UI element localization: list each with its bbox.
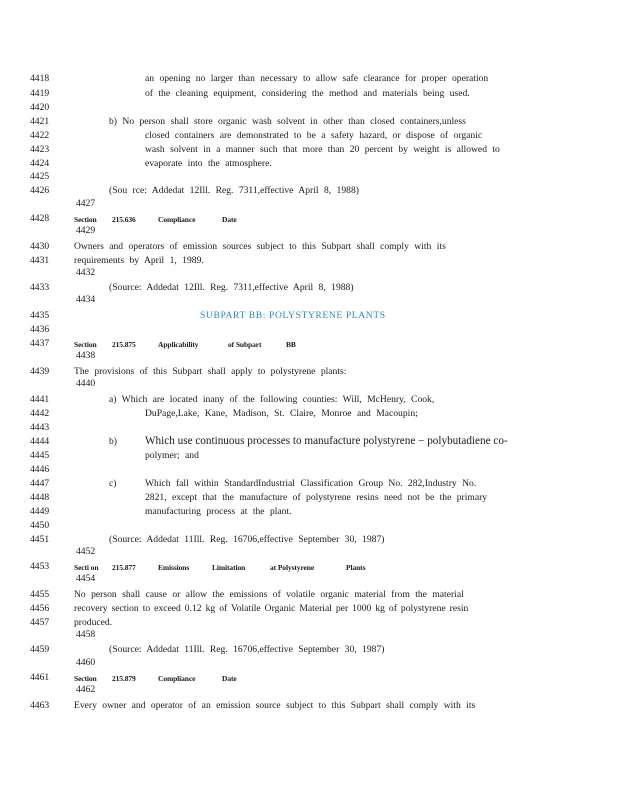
line-text: closed containers are demonstrated to be a safety hazard, or dispose of organic (145, 130, 483, 141)
heading-part: Section (74, 340, 97, 349)
line-text: recovery section to exceed 0.12 kg of Volatile Organic Material per 1000 kg of polystyrene resin (74, 603, 469, 614)
text-line (0, 365, 618, 379)
line-number: 4425 (30, 171, 50, 182)
sub-line-number: 4429 (76, 225, 96, 236)
line-number: 4450 (30, 520, 50, 531)
line-number: 4446 (30, 464, 50, 475)
text-line (0, 101, 618, 115)
line-number: 4419 (30, 88, 50, 99)
source-note: (Source: Addedat 12Ill. Reg. 7311,effective April 8, 1988) (109, 282, 354, 293)
line-number: 4457 (30, 617, 50, 628)
text-line (0, 533, 618, 547)
text-line (0, 309, 618, 323)
text-line (0, 560, 618, 574)
line-number: 4455 (30, 589, 50, 600)
line-number: 4448 (30, 492, 50, 503)
line-text: requirements by April 1, 1989. (74, 255, 204, 266)
line-text: manufacturing process at the plant. (145, 506, 292, 517)
line-number: 4431 (30, 255, 50, 266)
text-line (0, 588, 618, 602)
text-line (0, 477, 618, 491)
line-number: 4459 (30, 644, 50, 655)
line-text: No person shall cause or allow the emissions of volatile organic material from the material (74, 589, 464, 600)
text-line (0, 435, 618, 449)
heading-part: Date (222, 674, 237, 683)
heading-part: Section (74, 674, 97, 683)
line-number: 4433 (30, 282, 50, 293)
line-text: 2821, except that the manufacture of polystyrene resins need not be the primary (145, 492, 488, 503)
line-text: DuPage,Lake, Kane, Madison, St. Claire, Monroe and Macoupin; (145, 408, 418, 419)
line-number: 4418 (30, 73, 50, 84)
line-text: b) No person shall store organic wash solvent in other than closed containers,unless (109, 116, 466, 127)
heading-part: 215.875 (112, 340, 136, 349)
text-line (0, 449, 618, 463)
line-number: 4421 (30, 116, 50, 127)
heading-part: Compliance (158, 674, 196, 683)
text-line (0, 170, 618, 184)
text-line (0, 72, 618, 86)
heading-part: Secti on (74, 563, 99, 572)
text-line (0, 393, 618, 407)
heading-part: Applicability (158, 340, 199, 349)
sub-line-number: 4440 (76, 378, 96, 389)
line-number: 4426 (30, 185, 50, 196)
text-line (0, 115, 618, 129)
line-number: 4443 (30, 422, 50, 433)
line-text: a) Which are located inany of the following counties: Will, McHenry, Cook, (109, 394, 435, 405)
text-line (0, 87, 618, 101)
sub-line-number: 4462 (76, 684, 96, 695)
text-line (0, 337, 618, 351)
text-line (0, 212, 618, 226)
text-line (0, 157, 618, 171)
sub-line-number: 4438 (76, 350, 96, 361)
line-text: of the cleaning equipment, considering the method and materials being used. (145, 88, 470, 99)
line-text: The provisions of this Subpart shall apply to polystyrene plants: (74, 366, 347, 377)
line-number: 4442 (30, 408, 50, 419)
text-line (0, 505, 618, 519)
heading-part: 215.879 (112, 674, 136, 683)
line-number: 4456 (30, 603, 50, 614)
subpart-title: SUBPART BB: POLYSTYRENE PLANTS (200, 310, 386, 321)
line-number: 4441 (30, 394, 50, 405)
line-number: 4436 (30, 324, 50, 335)
text-line (0, 281, 618, 295)
text-line (0, 519, 618, 533)
text-line (0, 184, 618, 198)
line-number: 4428 (30, 213, 50, 224)
line-number: 4424 (30, 158, 50, 169)
line-number: 4453 (30, 561, 50, 572)
heading-part: Limitation (212, 563, 246, 572)
text-line (0, 643, 618, 657)
heading-part: 215.636 (112, 215, 136, 224)
line-number: 4449 (30, 506, 50, 517)
line-number: 4423 (30, 144, 50, 155)
line-number: 4422 (30, 130, 50, 141)
heading-part: Plants (346, 563, 366, 572)
heading-part: Compliance (158, 215, 196, 224)
text-line (0, 616, 618, 630)
text-line (0, 407, 618, 421)
heading-part: Date (222, 215, 237, 224)
line-text: Which use continuous processes to manufacture polystyrene − polybutadiene co- (145, 435, 508, 447)
line-number: 4420 (30, 102, 50, 113)
source-note: (Source: Addedat 11Ill. Reg. 16706,effective September 30, 1987) (109, 644, 385, 655)
text-line (0, 240, 618, 254)
sub-line-number: 4452 (76, 546, 96, 557)
line-number: 4435 (30, 310, 50, 321)
line-number: 4463 (30, 700, 50, 711)
sub-line-number: 4427 (76, 198, 96, 209)
heading-part: Emissions (158, 563, 190, 572)
sub-line-number: 4432 (76, 267, 96, 278)
line-number: 4430 (30, 241, 50, 252)
line-number: 4439 (30, 366, 50, 377)
line-text: wash solvent in a manner such that more than 20 percent by weight is allowed to (145, 144, 500, 155)
sub-line-number: 4460 (76, 657, 96, 668)
heading-part: Section (74, 215, 97, 224)
heading-part: 215.877 (112, 563, 136, 572)
sub-line-number: 4458 (76, 629, 96, 640)
line-text: Which fall within StandardIndustrial Classification Group No. 282,Industry No. (145, 478, 477, 489)
heading-part: BB (286, 340, 296, 349)
sub-line-number: 4454 (76, 573, 96, 584)
line-number: 4437 (30, 338, 50, 349)
text-line (0, 699, 618, 713)
line-text: produced. (74, 617, 113, 628)
sub-line-number: 4434 (76, 294, 96, 305)
line-text: evaporate into the atmosphere. (145, 158, 272, 169)
line-number: 4445 (30, 450, 50, 461)
source-note: (Source: Addedat 11Ill. Reg. 16706,effective September 30, 1987) (109, 534, 385, 545)
list-label: b) (109, 436, 117, 447)
line-number: 4461 (30, 672, 50, 683)
line-text: polymer; and (145, 450, 199, 461)
text-line (0, 254, 618, 268)
line-text: Every owner and operator of an emission source subject to this Subpart shall comply with its (74, 700, 476, 711)
line-number: 4447 (30, 478, 50, 489)
text-line (0, 421, 618, 435)
source-note: (Sou rce: Addedat 12Ill. Reg. 7311,effective April 8, 1988) (109, 185, 359, 196)
text-line (0, 143, 618, 157)
text-line (0, 491, 618, 505)
text-line (0, 323, 618, 337)
text-line (0, 671, 618, 685)
list-label: c) (109, 478, 117, 489)
line-number: 4451 (30, 534, 50, 545)
text-line (0, 602, 618, 616)
line-number: 4444 (30, 436, 50, 447)
heading-part: at Polystyrene (270, 563, 315, 572)
line-text: Owners and operators of emission sources subject to this Subpart shall comply with its (74, 241, 446, 252)
line-text: an opening no larger than necessary to allow safe clearance for proper operation (145, 73, 489, 84)
text-line (0, 463, 618, 477)
text-line (0, 129, 618, 143)
heading-part: of Subpart (228, 340, 262, 349)
